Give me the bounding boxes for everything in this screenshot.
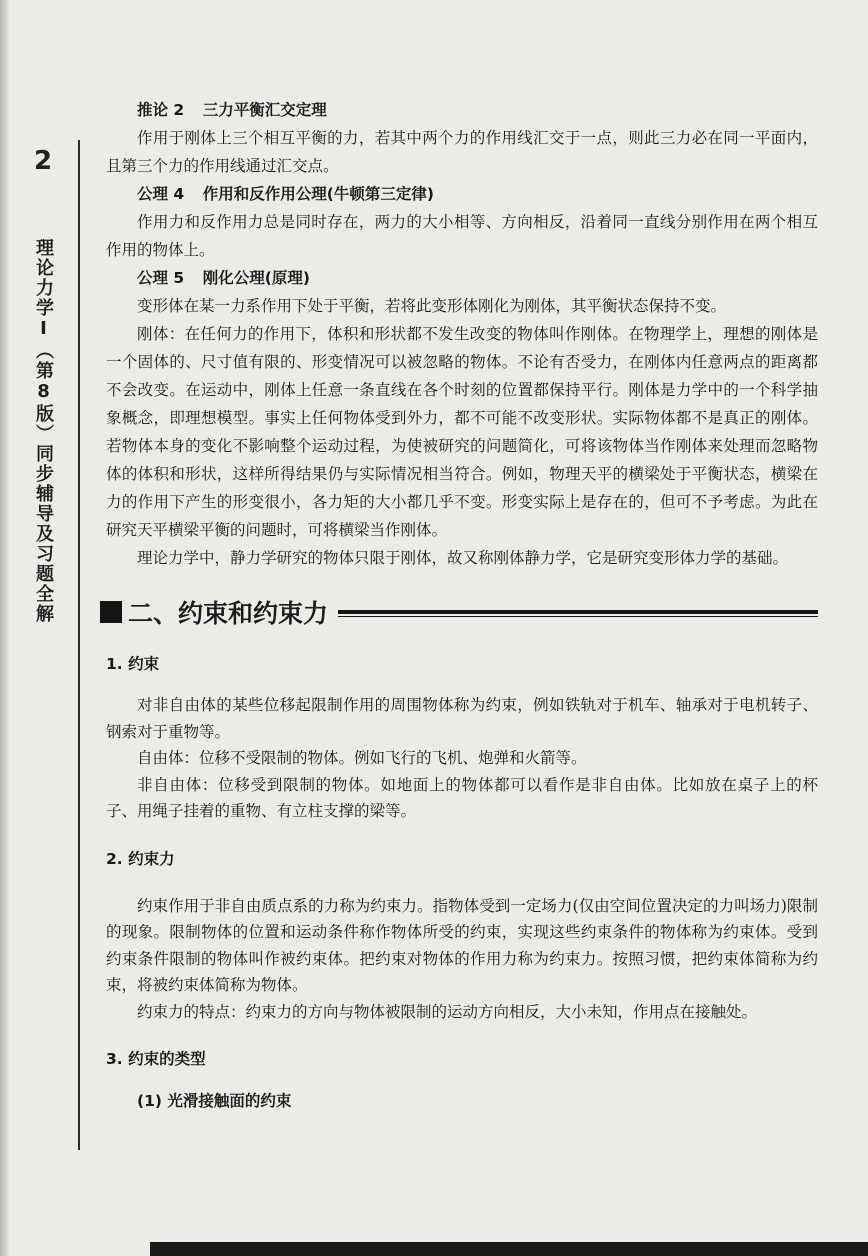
heading-constraint-types: 3. 约束的类型 <box>106 1050 206 1068</box>
page-number: 2 <box>34 146 53 176</box>
section-heading-constraints <box>100 592 818 632</box>
constraint-force-features: 约束力的特点：约束力的方向与物体被限制的运动方向相反，大小未知，作用点在接触处。 <box>137 1002 758 1021</box>
statics-note-paragraph: 理论力学中，静力学研究的物体只限于刚体，故又称刚体静力学，它是研究变形体力学的基础。 <box>137 549 789 567</box>
non-free-body-definition: 非自由体：位移受到限制的物体。如地面上的物体都可以看作是非自由体。比如放在桌子上的杯子、用绳子挂着的重物、有立柱支撑的梁等。 <box>106 775 818 820</box>
heading-constraint: 1. 约束 <box>106 655 160 673</box>
smooth-surface-constraint: (1) 光滑接触面的约束 <box>137 1092 292 1110</box>
corollary-2-title: 三力平衡汇交定理 <box>202 101 327 119</box>
free-body-definition: 自由体：位移不受限制的物体。例如飞行的飞机、炮弹和火箭等。 <box>137 749 587 767</box>
axiom-4-heading <box>106 180 818 208</box>
rigid-body-paragraph: 刚体：在任何力的作用下，体积和形状都不发生改变的物体叫作刚体。在物理学上，理想的刚体是一个固体的、尺寸值有限的、形变情况可以被忽略的物体。不论有否受力，在刚体内任意两点的距离都不会改变。在运动中，刚体上任意一条直线在各个时刻的位置都保持平行。刚体是力学中的一个科学抽象概念，即理想模型。事实上任何物体受到外力，都不可能不改变形状。实际物体都不是真正的刚体。若物体本身的变化不影响整个运动过程，为使被研究的问题简化，可将该物体当作刚体来处理而忽略物体的体积和形状，这样所得结果仍与实际情况相当符合。例如，物理天平的横梁处于平衡状态，横梁在力的作用下产生的形变很小，各力矩的大小都几乎不变。形变实际上是存在的，但可不予考虑。为此在研究天平横梁平衡的问题时，可将横梁当作刚体。 <box>106 325 818 539</box>
bottom-edge-bar <box>150 1242 868 1256</box>
axiom-4-text: 作用力和反作用力总是同时存在，两力的大小相等、方向相反，沿着同一直线分别作用在两个相互作用的物体上。 <box>106 213 818 259</box>
running-book-title: 理论力学Ⅰ（第8版）同步辅导及习题全解 <box>33 238 54 624</box>
axiom-5-text: 变形体在某一力系作用下处于平衡，若将此变形体刚化为刚体，其平衡状态保持不变。 <box>137 297 727 315</box>
corollary-2-text: 作用于刚体上三个相互平衡的力，若其中两个力的作用线汇交于一点，则此三力必在同一平面内，且第三个力的作用线通过汇交点。 <box>106 129 818 175</box>
section-title: 二、约束和约束力 <box>128 599 329 628</box>
main-content <box>106 96 818 1115</box>
axiom-4-title: 作用和反作用公理(牛顿第三定律) <box>202 185 434 203</box>
axiom-4-label: 公理 4 <box>137 185 185 203</box>
constraint-definition: 对非自由体的某些位移起限制作用的周围物体称为约束，例如铁轨对于机车、轴承对于电机转子、钢索对于重物等。 <box>106 696 818 741</box>
corollary-2-heading <box>106 96 818 124</box>
constraint-force-definition: 约束作用于非自由质点系的力称为约束力。指物体受到一定场力(仅由空间位置决定的力叫场力)限制的现象。限制物体的位置和运动条件称作物体所受的约束，实现这些约束条件的物体称为约束体。受到约束条件限制的物体叫作被约束体。把约束对物体的作用力称为约束力。按照习惯，把约束体简称为约束，将被约束体简称为物体。 <box>106 896 818 994</box>
heading-constraint-force: 2. 约束力 <box>106 849 175 868</box>
corollary-2-label: 推论 2 <box>137 101 185 119</box>
section-rule <box>338 610 818 617</box>
page-edge-shadow <box>0 0 10 1256</box>
axiom-5-heading <box>106 264 818 292</box>
axiom-5-title: 刚化公理(原理) <box>202 269 310 287</box>
axiom-5-label: 公理 5 <box>137 269 185 287</box>
section-square-icon <box>100 601 122 623</box>
margin-rule <box>78 140 80 1150</box>
